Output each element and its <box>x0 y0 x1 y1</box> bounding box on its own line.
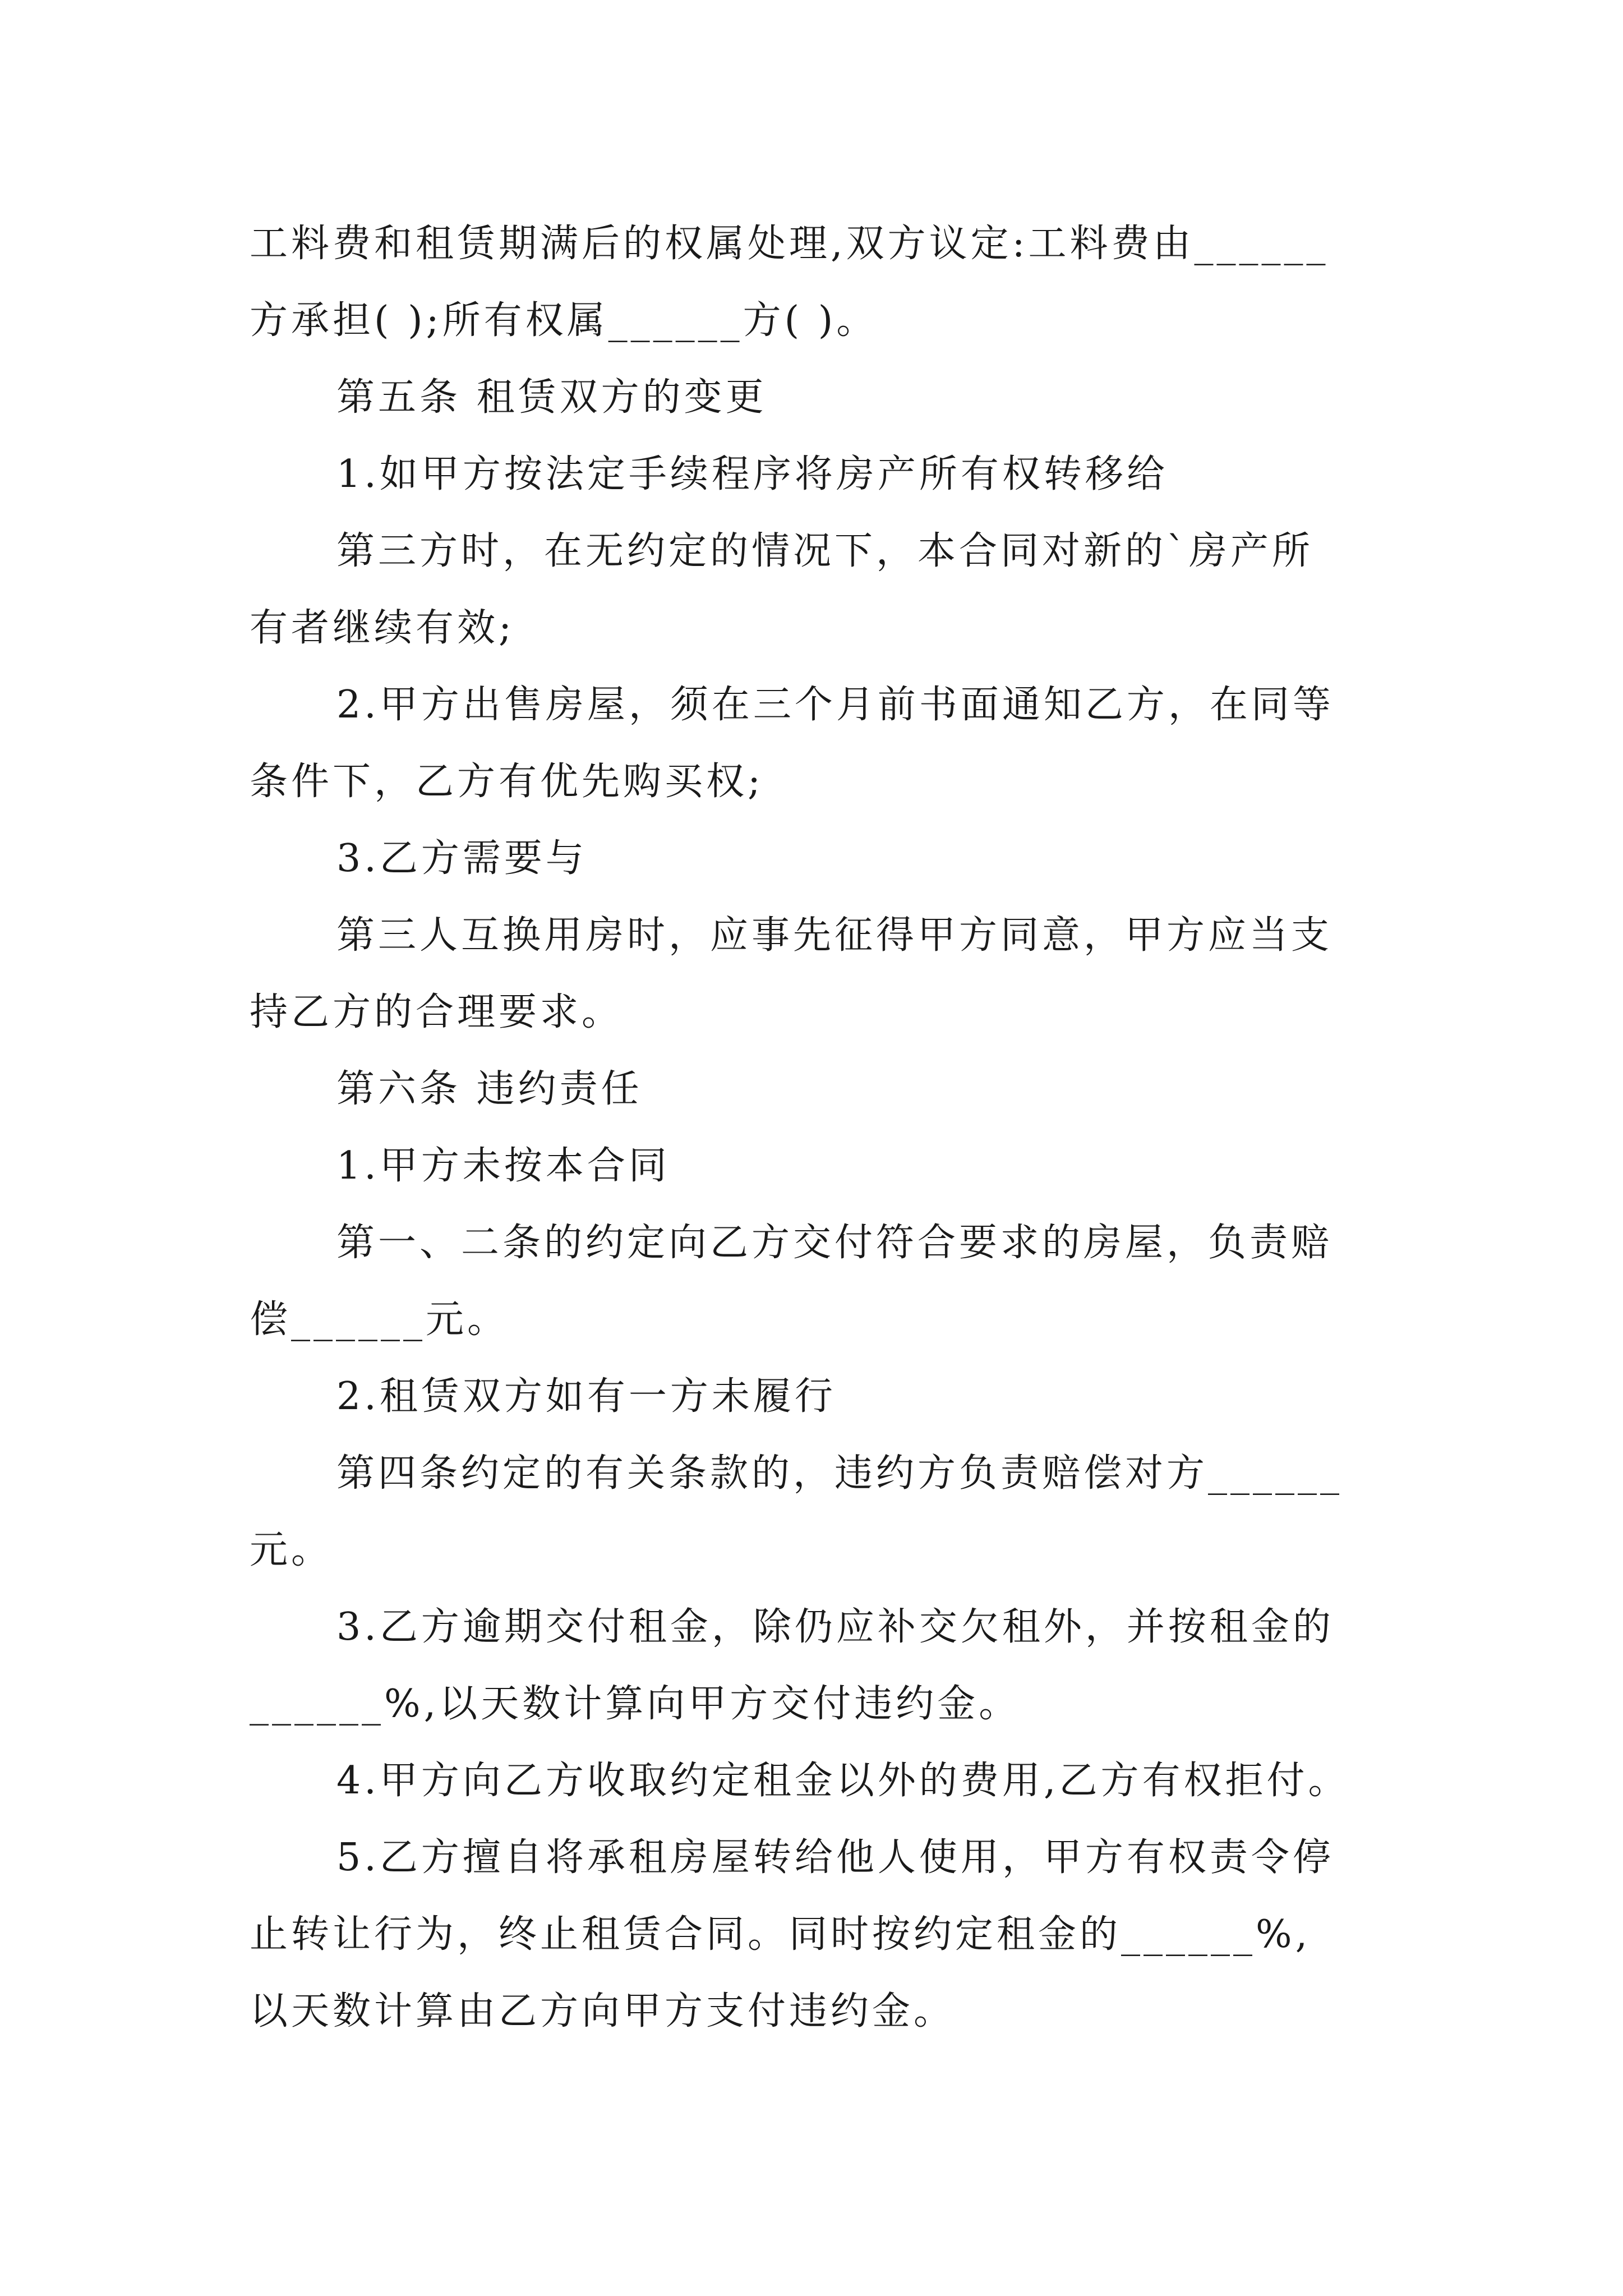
text-line: 止转让行为，终止租赁合同。同时按约定租金的______%, <box>250 1912 1311 1957</box>
text-line: 方承担( );所有权属______方( )。 <box>250 298 878 343</box>
text-line: 偿______元。 <box>250 1297 509 1342</box>
text-line: 以天数计算由乙方向甲方支付违约金。 <box>250 1989 956 2033</box>
text-line: 工料费和租赁期满后的权属处理,双方议定:工料费由______ <box>250 222 1329 266</box>
text-line: 元。 <box>250 1528 333 1572</box>
section-heading: 第六条 违约责任 <box>336 1067 643 1111</box>
text-line: 5.乙方擅自将承租房屋转给他人使用，甲方有权责令停 <box>336 1835 1334 1880</box>
text-line: 3.乙方逾期交付租金，除仍应补交欠租外，并按租金的 <box>336 1605 1334 1649</box>
text-line: 1.甲方未按本合同 <box>336 1144 670 1188</box>
text-line: 2.租赁双方如有一方未履行 <box>336 1374 836 1419</box>
text-line: 条件下，乙方有优先购买权; <box>250 760 764 804</box>
text-line: 第三方时，在无约定的情况下，本合同对新的`房产所 <box>336 529 1314 573</box>
text-line: 第四条约定的有关条款的，违约方负责赔偿对方______ <box>336 1451 1343 1496</box>
text-line: ______%,以天数计算向甲方交付违约金。 <box>250 1682 1021 1726</box>
section-heading: 第五条 租赁双方的变更 <box>336 375 767 420</box>
text-line: 4.甲方向乙方收取约定租金以外的费用,乙方有权拒付。 <box>336 1759 1350 1803</box>
text-line: 第一、二条的约定向乙方交付符合要求的房屋，负责赔 <box>336 1221 1333 1265</box>
text-line: 持乙方的合理要求。 <box>250 990 624 1034</box>
text-line: 第三人互换用房时，应事先征得甲方同意，甲方应当支 <box>336 913 1333 958</box>
text-line: 2.甲方出售房屋，须在三个月前书面通知乙方，在同等 <box>336 683 1334 727</box>
text-line: 3.乙方需要与 <box>336 836 587 881</box>
text-line: 有者继续有效; <box>250 606 515 650</box>
text-line: 1.如甲方按法定手续程序将房产所有权转移给 <box>336 452 1168 496</box>
